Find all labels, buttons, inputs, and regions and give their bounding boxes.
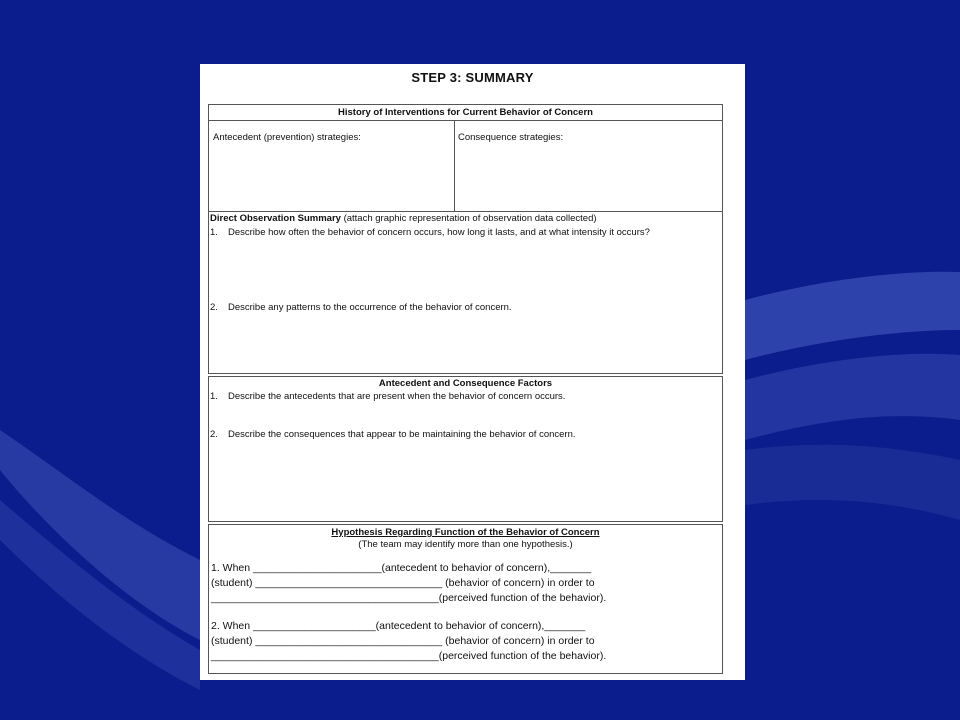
item-text: Describe the consequences that appear to be maintaining the behavior of concern.	[228, 429, 576, 440]
hypothesis-subheading: (The team may identify more than one hypothesis.)	[358, 539, 573, 550]
item-text: Describe the antecedents that are present when the behavior of concern occurs.	[228, 391, 566, 402]
item-number: 1.	[210, 227, 218, 238]
hypothesis-line: (student) ________________________________ (behavior of concern) in order to	[211, 577, 595, 589]
list-item	[210, 227, 710, 238]
hypothesis-heading-text: Hypothesis Regarding Function of the Behavior of Concern	[331, 527, 600, 538]
page-title: STEP 3: SUMMARY	[411, 70, 534, 85]
history-heading: History of Interventions for Current Behavior of Concern	[209, 105, 722, 121]
list-item	[210, 391, 710, 402]
hypothesis-statement	[211, 561, 721, 606]
factors-section	[208, 376, 723, 522]
hypothesis-section	[208, 524, 723, 674]
antecedent-strategies-label: Antecedent (prevention) strategies:	[213, 132, 361, 143]
list-item	[210, 429, 710, 440]
hypothesis-line: _______________________________________(perceived function of the behavior).	[211, 592, 607, 604]
hypothesis-heading	[209, 527, 722, 538]
observation-heading-bold: Direct Observation Summary	[210, 213, 341, 224]
item-text: Describe any patterns to the occurrence of the behavior of concern.	[228, 302, 512, 313]
hypothesis-line: 2. When _____________________(antecedent to behavior of concern),_______	[211, 620, 586, 632]
list-item	[210, 302, 710, 313]
observation-section	[208, 211, 723, 374]
item-number: 1.	[210, 391, 218, 402]
item-number: 2.	[210, 429, 218, 440]
hypothesis-line: _______________________________________(perceived function of the behavior).	[211, 650, 607, 662]
item-text: Describe how often the behavior of concern occurs, how long it lasts, and at what intensity it occurs?	[228, 227, 650, 238]
document-page	[200, 64, 745, 680]
observation-heading-rest: (attach graphic representation of observation data collected)	[340, 213, 597, 224]
history-section	[208, 104, 723, 212]
hypothesis-statement	[211, 619, 721, 664]
observation-heading	[210, 213, 597, 224]
item-number: 2.	[210, 302, 218, 313]
consequence-strategies-label: Consequence strategies:	[458, 132, 564, 143]
hypothesis-line: (student) ________________________________ (behavior of concern) in order to	[211, 635, 595, 647]
hypothesis-line: 1. When ______________________(antecedent to behavior of concern),_______	[211, 562, 592, 574]
factors-heading: Antecedent and Consequence Factors	[378, 378, 553, 389]
column-divider	[454, 121, 455, 211]
